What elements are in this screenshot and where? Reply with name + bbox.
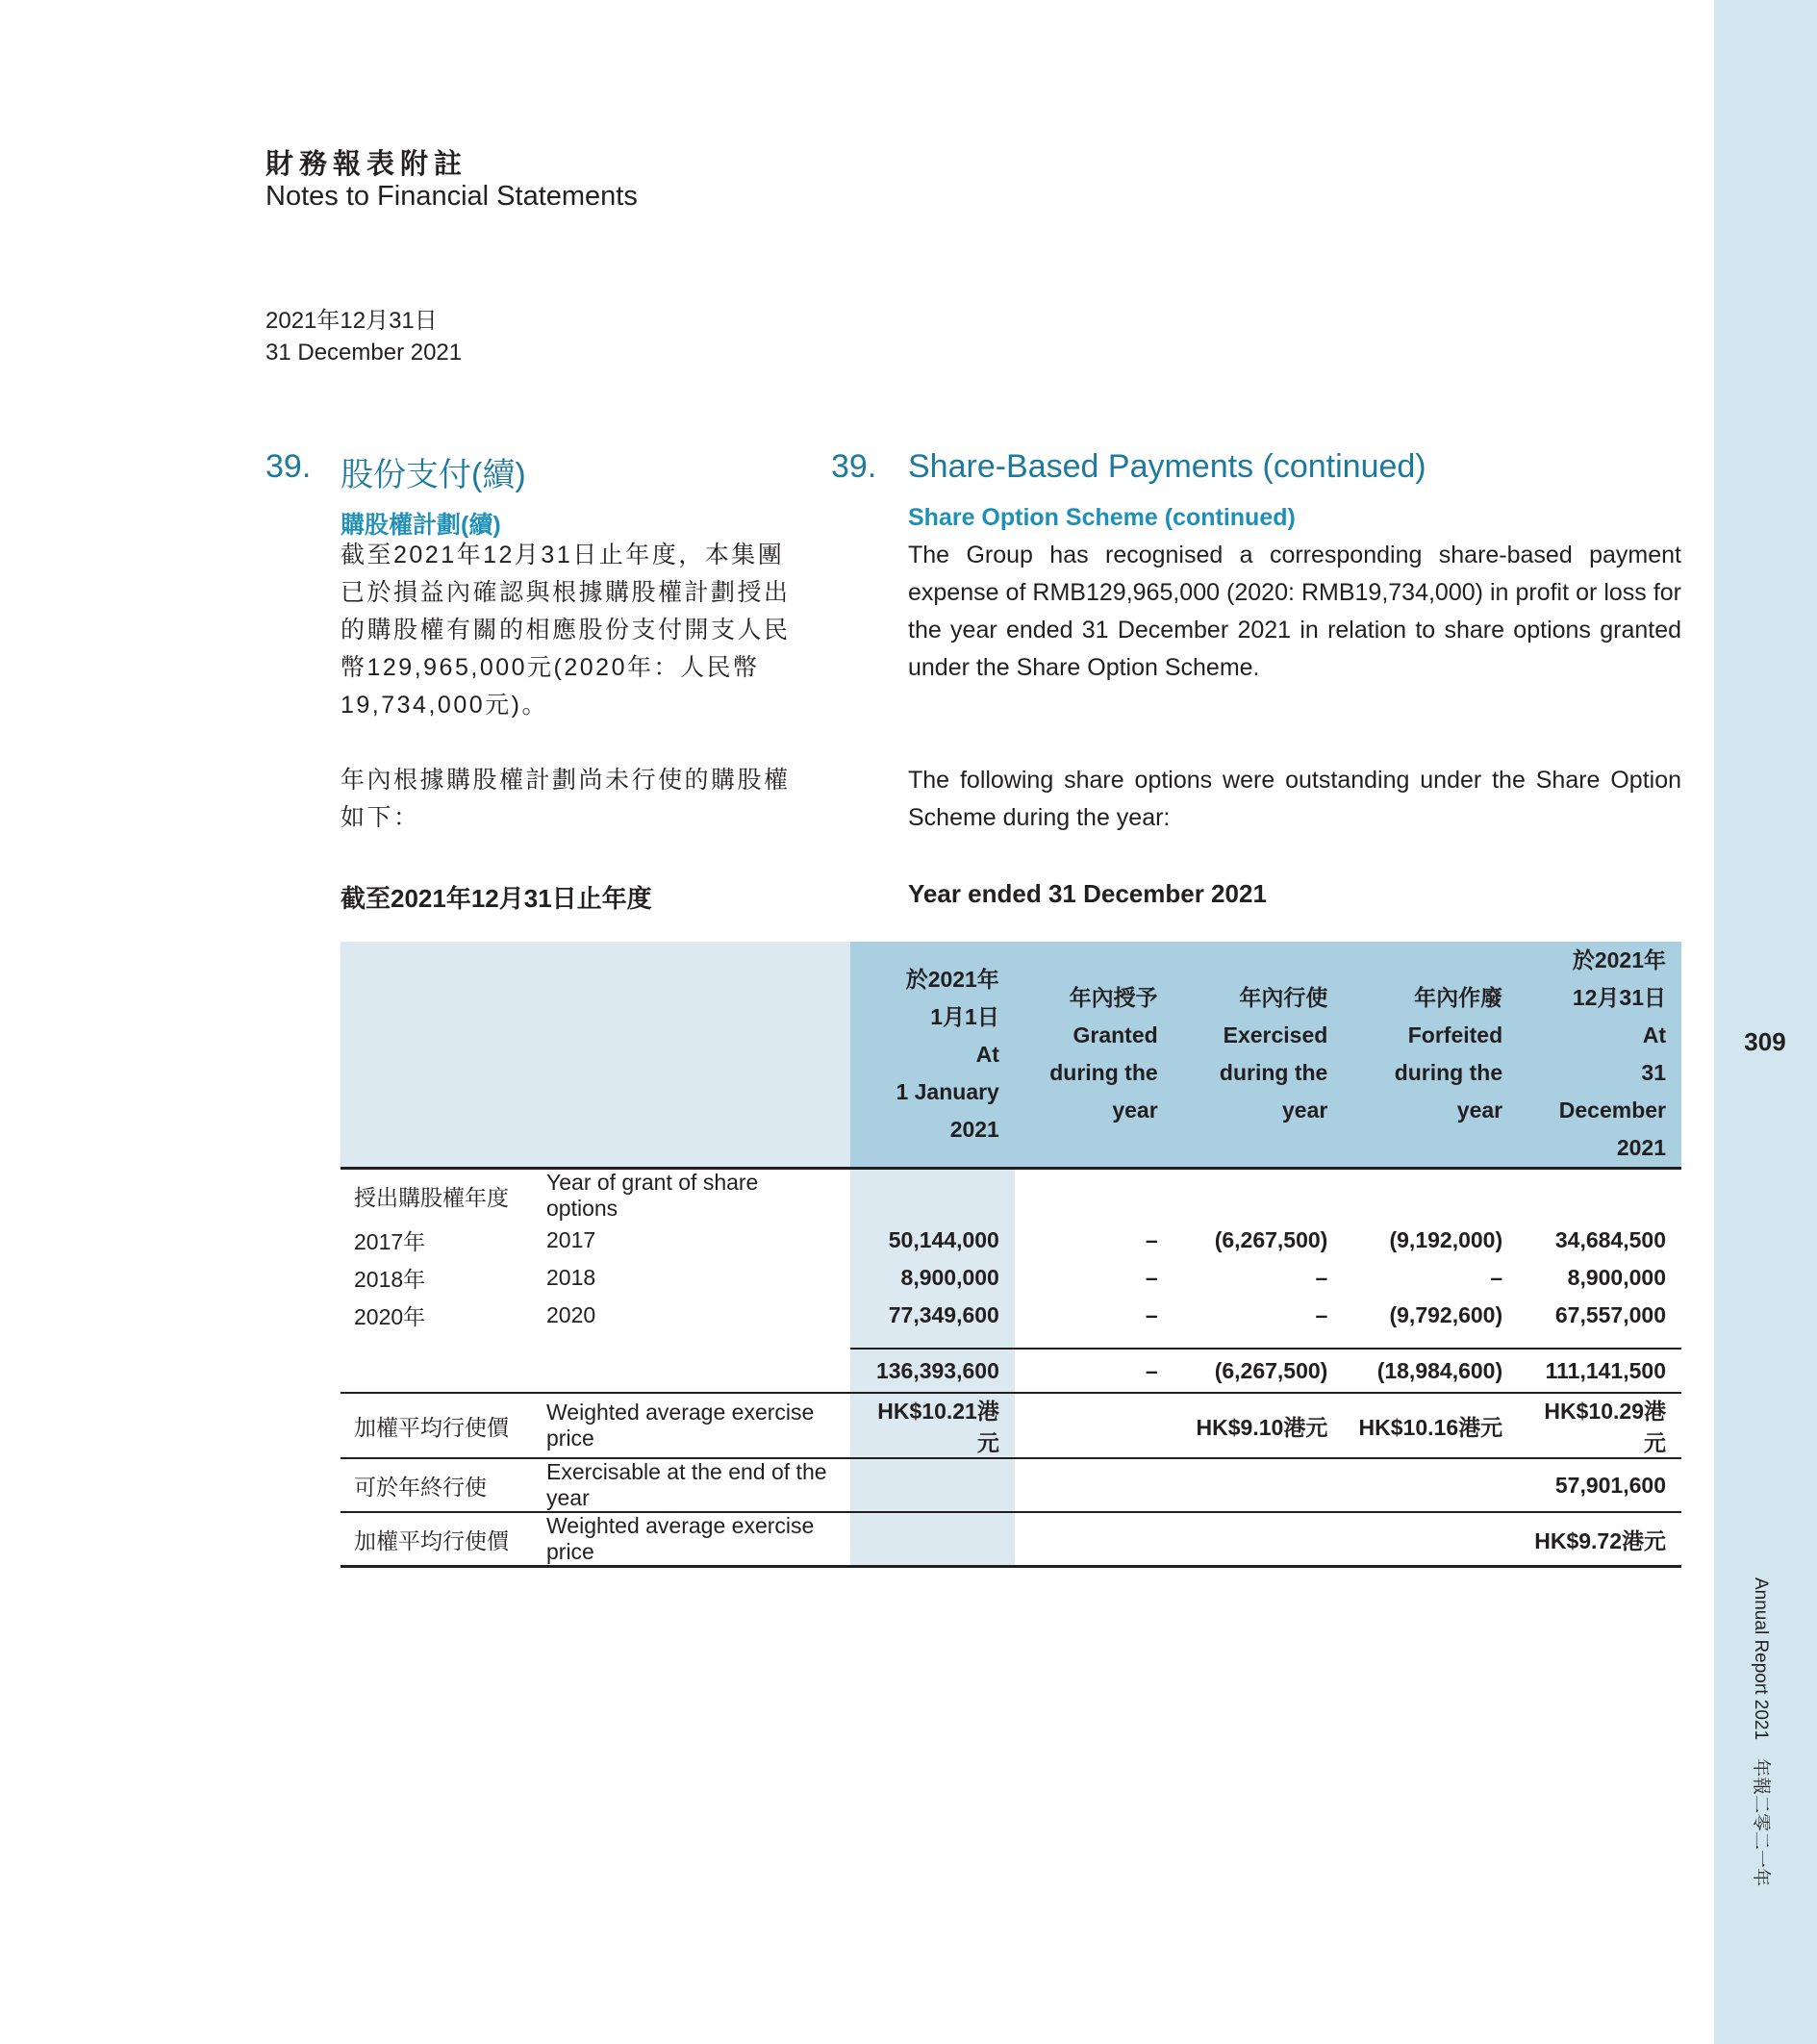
paragraph-1-zh: 截至2021年12月31日止年度，本集團已於損益內確認與根據購股權計劃授出的購股權有關的相應股份支付開支人民幣129,965,000元(2020年：人民幣19,734,000元)。 bbox=[341, 542, 791, 719]
running-head-zh: 財務報表附註 bbox=[265, 147, 468, 180]
cell-value: 67,557,000 bbox=[1554, 1302, 1666, 1327]
date-en: 31 December 2021 bbox=[265, 340, 463, 366]
wavg-value: HK$10.29港元 bbox=[1518, 1393, 1681, 1458]
total-value: 136,393,600 bbox=[850, 1349, 1015, 1393]
wavg2-value: HK$9.72港元 bbox=[1518, 1512, 1681, 1567]
header-text: 年內行使 bbox=[1239, 985, 1328, 1010]
row-label-en: 2017 bbox=[546, 1227, 596, 1252]
header-granted bbox=[1015, 942, 1173, 1169]
section-title-en: Share-Based Payments (continued) bbox=[908, 448, 1426, 485]
table-row bbox=[341, 1297, 1681, 1334]
cell-value: (9,192,000) bbox=[1389, 1227, 1503, 1252]
year-heading-en: Year ended 31 December 2021 bbox=[908, 879, 1267, 908]
total-value: 111,141,500 bbox=[1518, 1349, 1681, 1393]
wavg2-label-en: Weighted average exercise price bbox=[533, 1512, 850, 1567]
wavg-value: HK$9.10港元 bbox=[1173, 1393, 1344, 1458]
exercisable-row bbox=[341, 1458, 1681, 1512]
header-text: At bbox=[1642, 1022, 1666, 1047]
section-number-en: 39. bbox=[831, 448, 877, 485]
wavg-label-en: Weighted average exercise price bbox=[533, 1393, 850, 1458]
cell-value: – bbox=[1145, 1302, 1158, 1327]
wavg-value: HK$10.21港元 bbox=[850, 1393, 1015, 1458]
wavg-label-zh: 加權平均行使價 bbox=[341, 1393, 533, 1458]
header-exercised bbox=[1173, 942, 1344, 1169]
header-text: 31 December bbox=[1558, 1060, 1666, 1123]
row-label-zh: 2017年 bbox=[354, 1229, 426, 1254]
cell-value: – bbox=[1315, 1302, 1328, 1327]
paragraph-2-zh: 年內根據購股權計劃尚未行使的購股權如下： bbox=[341, 767, 791, 831]
header-text: during the year bbox=[1049, 1060, 1158, 1123]
header-text: 於2021年 bbox=[1572, 947, 1666, 972]
wavg-value bbox=[1015, 1393, 1173, 1458]
header-text: 年內授予 bbox=[1069, 985, 1158, 1010]
date-zh: 2021年12月31日 bbox=[265, 308, 438, 334]
page-number: 309 bbox=[1744, 1027, 1786, 1056]
cell-value: 77,349,600 bbox=[850, 1297, 1015, 1334]
running-head-en: Notes to Financial Statements bbox=[265, 181, 638, 212]
wavg-value: HK$10.16港元 bbox=[1343, 1393, 1518, 1458]
header-text: 12月31日 bbox=[1572, 985, 1666, 1010]
header-blank-en bbox=[533, 942, 850, 1169]
paragraph-2-en: The following share options were outstanding under the Share Option Scheme during the year: bbox=[908, 767, 1681, 831]
header-at-31-december bbox=[1518, 942, 1681, 1169]
header-text: 1 January bbox=[896, 1078, 999, 1104]
cell-value: – bbox=[1145, 1227, 1158, 1252]
table-total-row bbox=[341, 1349, 1681, 1393]
year-heading-zh: 截至2021年12月31日止年度 bbox=[341, 884, 652, 913]
paragraph-1-en: The Group has recognised a corresponding share-based payment expense of RMB129,965,000 (2020: RMB19,734,000) in profit or loss for the year ended 31 December 2021 in relation to share options granted under the Share Option Scheme. bbox=[908, 542, 1681, 681]
total-value: (6,267,500) bbox=[1173, 1349, 1344, 1393]
header-at-1-january bbox=[850, 942, 1015, 1169]
exercisable-value: 57,901,600 bbox=[1518, 1458, 1681, 1512]
weighted-average-row bbox=[341, 1393, 1681, 1458]
row-label-en: 2020 bbox=[546, 1302, 596, 1327]
header-blank-zh bbox=[341, 942, 533, 1169]
subtitle-zh: 購股權計劃(續) bbox=[341, 512, 501, 539]
table-row bbox=[341, 1259, 1681, 1297]
header-text: 1月1日 bbox=[930, 1003, 999, 1029]
cell-value: – bbox=[1490, 1265, 1503, 1290]
header-forfeited bbox=[1343, 942, 1518, 1169]
table-row bbox=[341, 1222, 1681, 1259]
header-text: 年內作廢 bbox=[1414, 985, 1503, 1010]
section-number-zh: 39. bbox=[265, 448, 312, 485]
cell-value: – bbox=[1145, 1265, 1158, 1290]
header-text: 2021 bbox=[1616, 1135, 1666, 1160]
group-label-en: Year of grant of share options bbox=[546, 1170, 759, 1221]
row-label-zh: 2018年 bbox=[354, 1267, 426, 1292]
cell-value: 34,684,500 bbox=[1554, 1227, 1666, 1252]
total-value: (18,984,600) bbox=[1343, 1349, 1518, 1393]
table-row-group-label bbox=[341, 1169, 1681, 1223]
row-label-zh: 2020年 bbox=[354, 1304, 426, 1329]
row-label-en: 2018 bbox=[546, 1265, 596, 1290]
total-value: – bbox=[1015, 1349, 1173, 1393]
header-text: Exercised bbox=[1223, 1022, 1328, 1047]
header-text: 2021 bbox=[949, 1116, 999, 1142]
cell-value: (6,267,500) bbox=[1214, 1227, 1328, 1252]
exercisable-label-en: Exercisable at the end of the year bbox=[533, 1458, 850, 1512]
exercisable-label-zh: 可於年終行使 bbox=[341, 1458, 533, 1512]
wavg2-label-zh: 加權平均行使價 bbox=[341, 1512, 533, 1567]
weighted-average-exercisable-row bbox=[341, 1512, 1681, 1567]
cell-value: (9,792,600) bbox=[1389, 1302, 1503, 1327]
share-options-table bbox=[341, 942, 1681, 1568]
cell-value: 8,900,000 bbox=[850, 1259, 1015, 1297]
cell-value: 8,900,000 bbox=[1567, 1265, 1666, 1290]
header-text: during the year bbox=[1394, 1060, 1503, 1123]
subtitle-en: Share Option Scheme (continued) bbox=[908, 504, 1296, 531]
annual-report-label: Annual Report 2021 年報二零二一年 bbox=[1751, 1577, 1771, 1887]
header-text: Granted bbox=[1073, 1022, 1158, 1047]
section-title-zh: 股份支付(續) bbox=[341, 457, 526, 493]
header-text: 於2021年 bbox=[905, 966, 999, 992]
header-text: during the year bbox=[1219, 1060, 1328, 1123]
table-header-row bbox=[341, 942, 1681, 1169]
header-text: At bbox=[975, 1041, 999, 1067]
cell-value: – bbox=[1315, 1265, 1328, 1290]
header-text: Forfeited bbox=[1407, 1022, 1503, 1047]
group-label-zh: 授出購股權年度 bbox=[354, 1184, 509, 1210]
cell-value: 50,144,000 bbox=[850, 1222, 1015, 1259]
